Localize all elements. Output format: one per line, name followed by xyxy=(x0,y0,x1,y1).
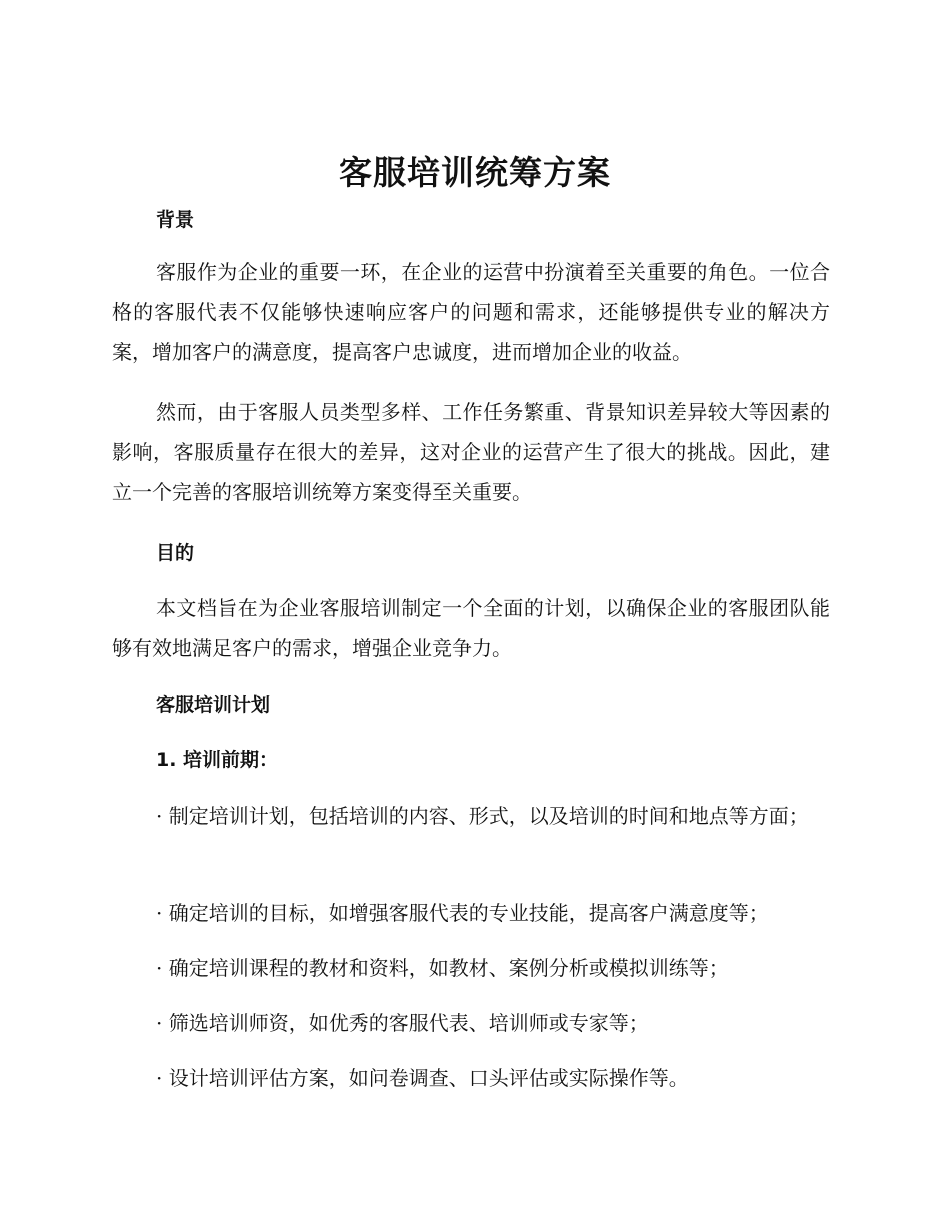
plan-item: · 确定培训的目标，如增强客服代表的专业技能，提高客户满意度等； xyxy=(156,901,769,925)
section-heading-purpose: 目的 xyxy=(156,542,195,564)
document-title: 客服培训统筹方案 xyxy=(339,153,611,192)
background-paragraph-1: 客服作为企业的重要一环，在企业的运营中扮演着至关重要的角色。一位合格的客服代表不仅能够快速响应客户的问题和需求，还能够提供专业的解决方案，增加客户的满意度，提高客户忠诚度，进而增加企业的收益。 xyxy=(112,260,830,364)
purpose-paragraph: 本文档旨在为企业客服培训制定一个全面的计划，以确保企业的客服团队能够有效地满足客户的需求，增强企业竞争力。 xyxy=(112,596,830,660)
section-heading-background: 背景 xyxy=(156,209,195,231)
section-heading-plan: 客服培训计划 xyxy=(156,694,271,716)
plan-item: · 筛选培训师资，如优秀的客服代表、培训师或专家等； xyxy=(156,1011,649,1035)
plan-item: · 设计培训评估方案，如问卷调查、口头评估或实际操作等。 xyxy=(156,1066,689,1090)
plan-item: · 制定培训计划，包括培训的内容、形式，以及培训的时间和地点等方面； xyxy=(156,804,809,828)
background-paragraph-2: 然而，由于客服人员类型多样、工作任务繁重、背景知识差异较大等因素的影响，客服质量存在很大的差异，这对企业的运营产生了很大的挑战。因此，建立一个完善的客服培训统筹方案变得至关重要。 xyxy=(112,400,830,504)
plan-item: · 确定培训课程的教材和资料，如教材、案例分析或模拟训练等； xyxy=(156,956,729,980)
plan-subheading-phase-1: 1. 培训前期： xyxy=(156,749,279,771)
